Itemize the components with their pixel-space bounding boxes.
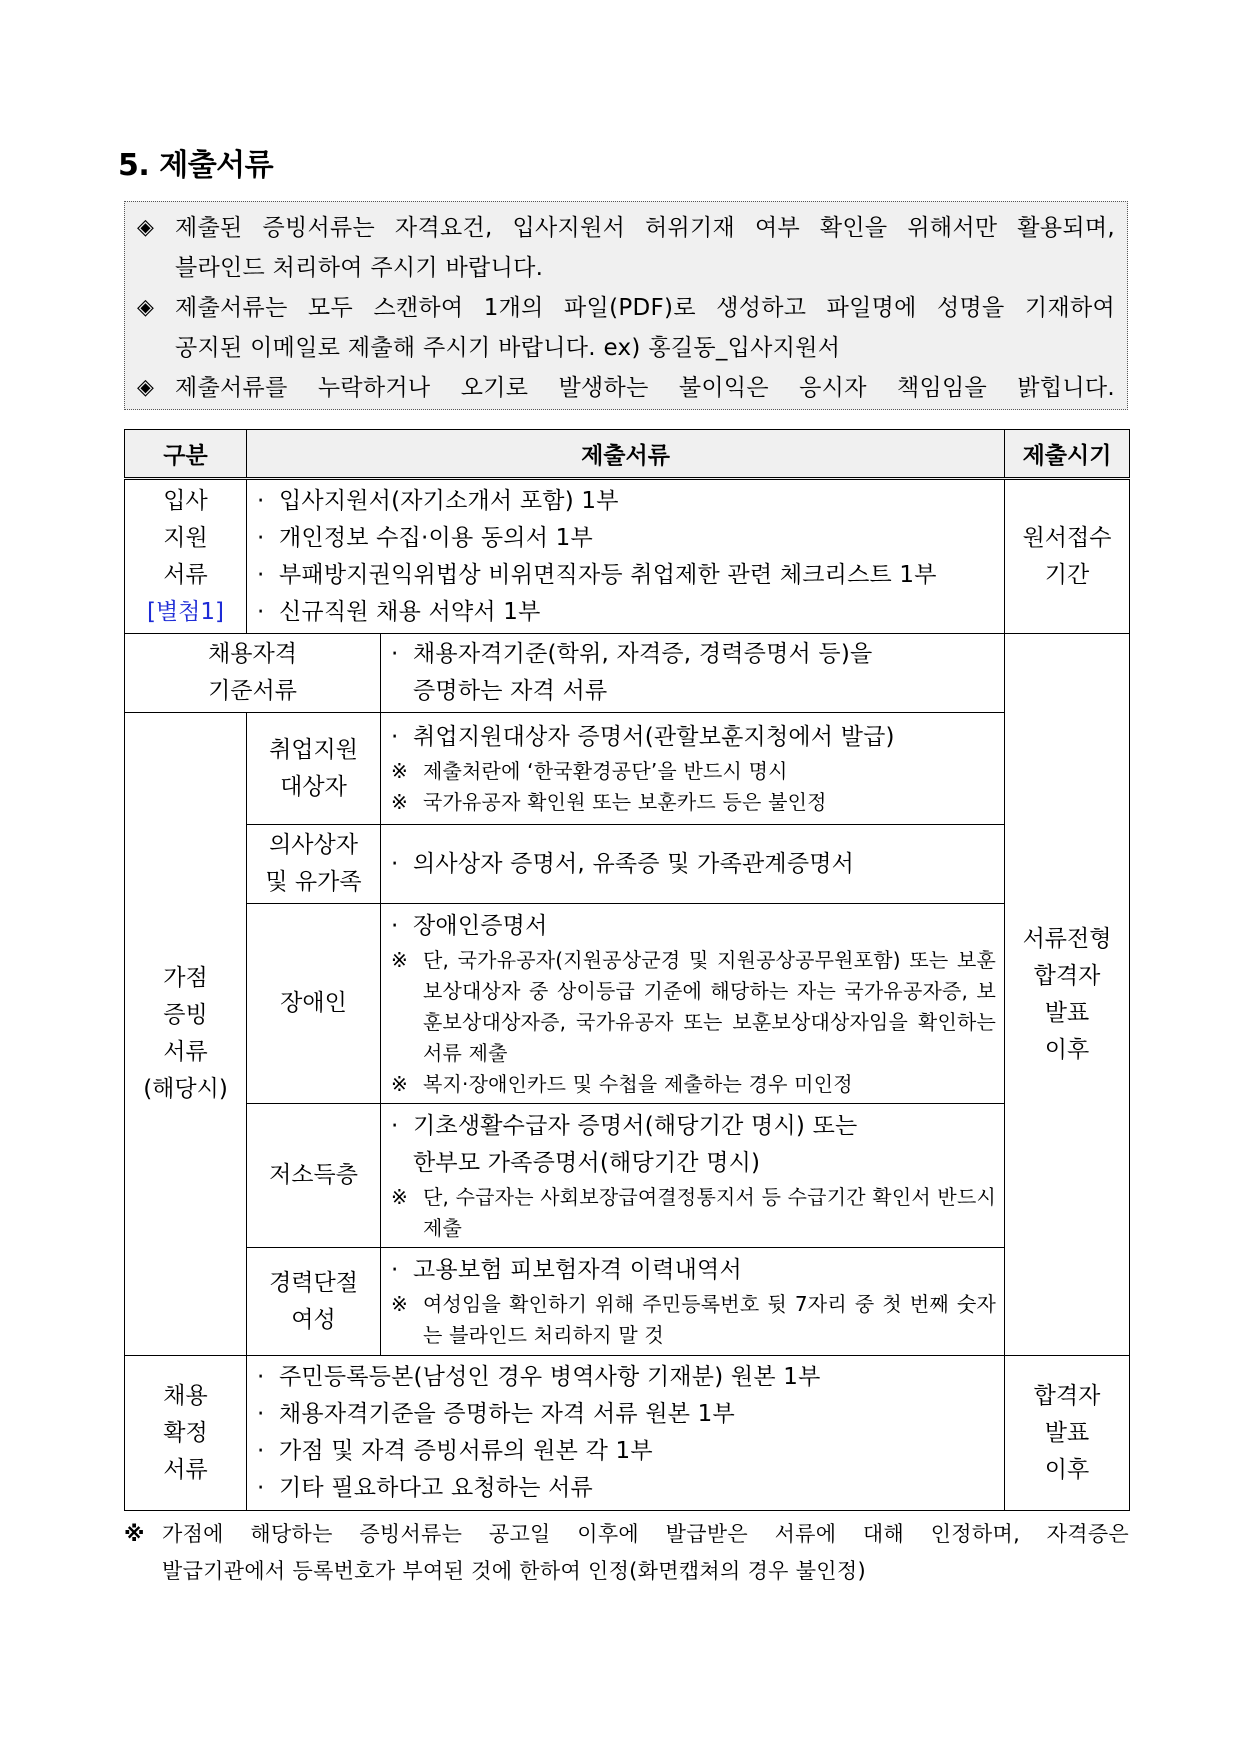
table-row-employment-support	[125, 713, 1130, 825]
notice-item	[137, 288, 1115, 328]
notice-text-continued: 공지된 이메일로 제출해 주시기 바랍니다. ex) 홍길동_입사지원서	[175, 335, 841, 361]
table-row-patriot	[125, 825, 1130, 904]
table-row-career-break	[125, 1248, 1130, 1356]
notice-text-continued: 블라인드 처리하여 주시기 바랍니다.	[175, 255, 544, 281]
subcategory-career-break: 경력단절 여성	[247, 1248, 381, 1356]
attachment-note: [별첨1]	[146, 598, 224, 625]
disabled-documents: · 장애인증명서 ※ 단, 국가유공자(지원공상군경 및 지원공상공무원포함) 또는 보훈 보상대상자 중 상이등급 기준에 해당하는 자는 국가유공자증, 보훈보상대상자증, 국가유공자 또는 보훈보상대상자임을 확인하는 서류 제출 ※ 복지·장애인카드 및 수첩을 제출하는 경우 미인정	[381, 904, 1005, 1104]
patriot-documents: · 의사상자 증명서, 유족증 및 가족관계증명서	[381, 825, 1005, 904]
category-qualification: 채용자격 기준서류	[125, 634, 381, 713]
table-row-application	[125, 479, 1130, 634]
employment-support-documents: · 취업지원대상자 증명서(관할보훈지청에서 발급) ※ 제출처란에 ‘한국환경공단’을 반드시 명시 ※ 국가유공자 확인원 또는 보훈카드 등은 불인정	[381, 713, 1005, 825]
timing-confirmation: 합격자 발표 이후	[1005, 1356, 1130, 1511]
table-row-low-income	[125, 1104, 1130, 1248]
header-category: 구분	[125, 430, 247, 479]
subcategory-employment-support: 취업지원 대상자	[247, 713, 381, 825]
reference-mark-icon: ※	[124, 1522, 145, 1546]
subcategory-patriot: 의사상자 및 유가족	[247, 825, 381, 904]
notice-item	[137, 368, 1115, 408]
list-item: · 개인정보 수집·이용 동의서 1부	[257, 524, 593, 551]
timing-application: 원서접수 기간	[1005, 479, 1130, 634]
table-row-disabled	[125, 904, 1130, 1104]
low-income-documents: · 기초생활수급자 증명서(해당기간 명시) 또는 한부모 가족증명서(해당기간 명시) ※ 단, 수급자는 사회보장급여결정통지서 등 수급기간 확인서 반드시 제출	[381, 1104, 1005, 1248]
notice-text: 제출서류를 누락하거나 오기로 발생하는 불이익은 응시자 책임임을 밝힙니다.	[175, 375, 1115, 401]
table-header-row	[125, 430, 1130, 479]
notice-box	[124, 201, 1128, 410]
timing-bonus: 서류전형 합격자 발표 이후	[1005, 634, 1130, 1356]
notice-item	[137, 208, 1115, 248]
category-application: 입사 지원 서류 [별첨1]	[125, 479, 247, 634]
qualification-documents: · 채용자격기준(학위, 자격증, 경력증명서 등)을 증명하는 자격 서류	[381, 634, 1005, 713]
list-item: · 주민등록등본(남성인 경우 병역사항 기재분) 원본 1부	[257, 1364, 821, 1390]
category-confirmation: 채용 확정 서류	[125, 1356, 247, 1511]
section-title: 5. 제출서류	[118, 148, 274, 183]
subcategory-disabled: 장애인	[247, 904, 381, 1104]
list-item: · 가점 및 자격 증빙서류의 원본 각 1부	[257, 1438, 653, 1464]
documents-table	[124, 429, 1130, 1511]
list-item: · 채용자격기준을 증명하는 자격 서류 원본 1부	[257, 1401, 735, 1427]
diamond-bullet-icon: ◈	[137, 295, 154, 320]
list-item: · 기타 필요하다고 요청하는 서류	[257, 1475, 593, 1501]
diamond-bullet-icon: ◈	[137, 375, 154, 400]
confirmation-documents	[247, 1356, 1005, 1511]
notice-text: 제출서류는 모두 스캔하여 1개의 파일(PDF)로 생성하고 파일명에 성명을 기재하여	[175, 295, 1115, 321]
header-documents: 제출서류	[247, 430, 1005, 479]
subcategory-low-income: 저소득층	[247, 1104, 381, 1248]
notice-text: 제출된 증빙서류는 자격요건, 입사지원서 허위기재 여부 확인을 위해서만 활용되며,	[175, 215, 1115, 241]
category-bonus: 가점 증빙 서류 (해당시)	[125, 713, 247, 1356]
list-item: · 신규직원 채용 서약서 1부	[257, 598, 541, 625]
list-item: · 부패방지권익위법상 비위면직자등 취업제한 관련 체크리스트 1부	[257, 561, 937, 588]
application-documents	[247, 479, 1005, 634]
table-row-qualification	[125, 634, 1130, 713]
footnote: ※ 가점에 해당하는 증빙서류는 공고일 이후에 발급받은 서류에 대해 인정하며, 자격증은 발급기관에서 등록번호가 부여된 것에 한하여 인정(화면캡쳐의 경우 불인정)	[124, 1516, 1129, 1590]
table-row-confirmation	[125, 1356, 1130, 1511]
list-item: · 입사지원서(자기소개서 포함) 1부	[257, 487, 619, 514]
career-break-documents: · 고용보험 피보험자격 이력내역서 ※ 여성임을 확인하기 위해 주민등록번호 뒷 7자리 중 첫 번째 숫자는 블라인드 처리하지 말 것	[381, 1248, 1005, 1356]
diamond-bullet-icon: ◈	[137, 215, 154, 240]
header-timing: 제출시기	[1005, 430, 1130, 479]
